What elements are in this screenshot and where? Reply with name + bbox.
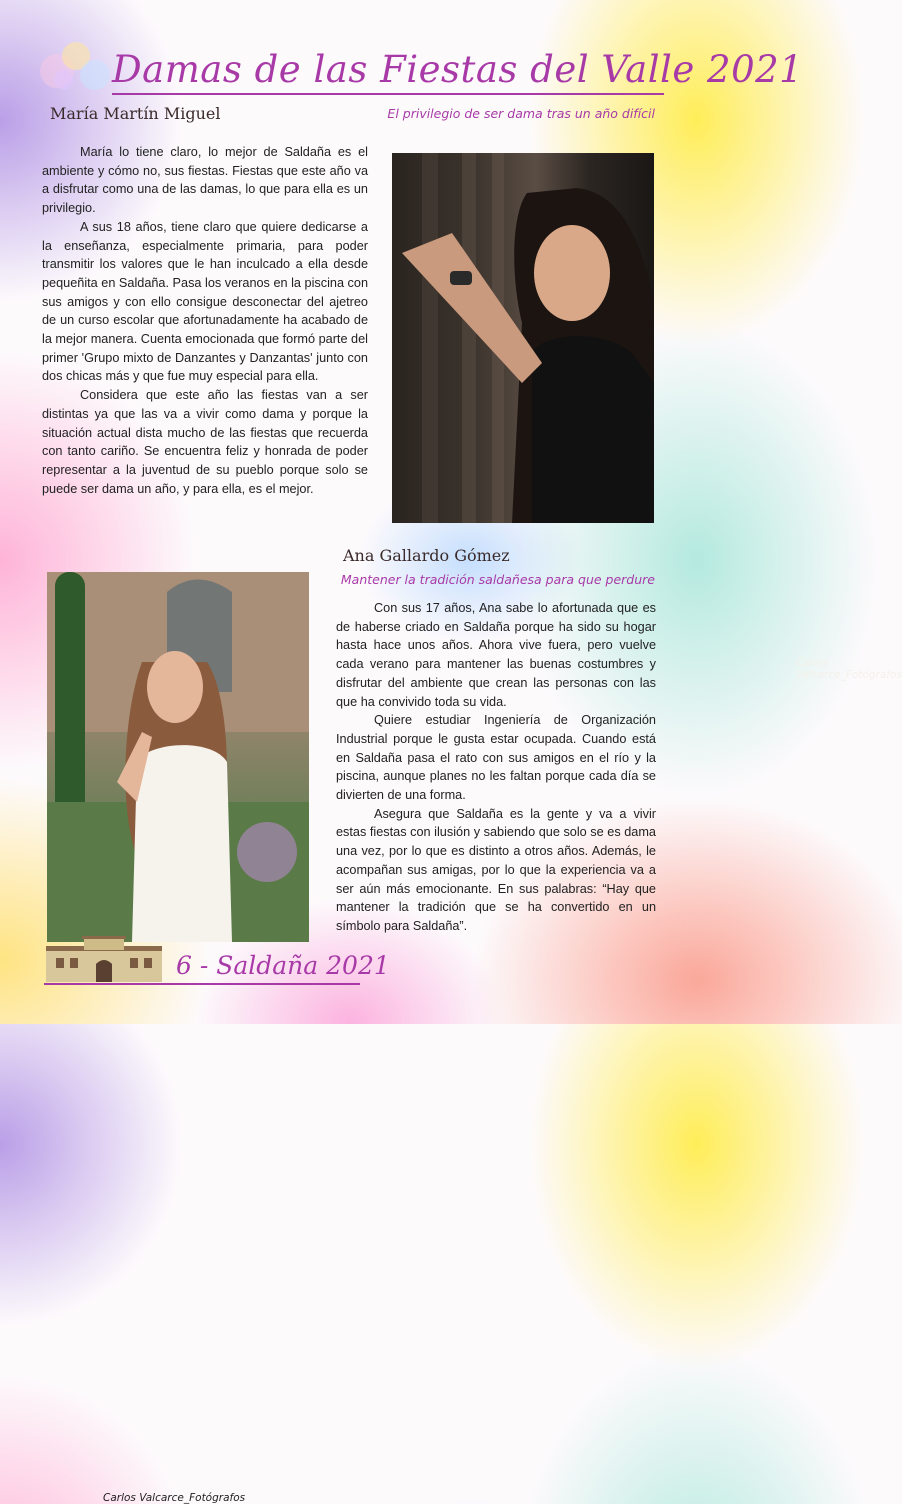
section1-name: María Martín Miguel: [50, 104, 221, 123]
footer-underline: [44, 983, 360, 985]
building-icon: [46, 936, 162, 982]
section2-subtitle: Mantener la tradición saldañesa para que perdure: [340, 572, 655, 587]
page-footer: 6 - Saldaña 2021: [176, 951, 390, 980]
section1-paragraph: A sus 18 años, tiene claro que quiere dedicarse a la enseñanza, especialmente primaria, para poder transmitir los valores que le han inculcado a ella desde pequeñita en Saldaña. Pasa los veranos en la piscina con sus amigos y con ello consigue desconectar del ajetreo de un curso escolar que afortunadamente ha acabado de la mejor manera. Cuenta emocionada que formó parte del primer 'Grupo mixto de Danzantes y Danzantas' junto con dos chicas más y que fue muy especial para ella.: [42, 219, 368, 384]
portrait-illustration: [392, 153, 654, 523]
section2-paragraph: Con sus 17 años, Ana sabe lo afortunada que es de haberse criado en Saldaña porque ha sido su hogar hasta hace unos años. Ahora vive fuera, pero vuelve cada verano para mantener las buenas costumbres y disfrutar del ambiente que crean las personas con las que ha convivido toda su vida.: [336, 601, 656, 709]
section1-paragraph: María lo tiene claro, lo mejor de Saldaña es el ambiente y cómo no, sus fiestas. Fiestas que este año va a disfrutar como una de las damas, lo que para ella es un privilegio.: [42, 145, 368, 216]
photo-credit: Carlos Valcarce_Fotógrafos: [796, 657, 902, 681]
section2-paragraph: Quiere estudiar Ingeniería de Organización Industrial porque le gusta estar ocupada. Cuando está en Saldaña pasa el rato con sus amigos en el río y la piscina, aunque planes no les faltan porque cada día se divierten de una forma.: [336, 713, 656, 803]
title-underline: [112, 93, 664, 95]
page-title: Damas de las Fiestas del Valle 2021: [112, 48, 804, 91]
portrait-illustration: [47, 572, 309, 942]
section2-body: [336, 599, 656, 936]
section1-paragraph: Considera que este año las fiestas van a ser distintas ya que las va a vivir como dama y porque la situación actual dista mucho de las fiestas que recuerda con tanto cariño. Se encuentra feliz y honrada de poder representar a la juventud de su pueblo porque solo se puede ser dama un año, y para ella, es el mejor.: [42, 388, 368, 496]
section2-paragraph: Asegura que Saldaña es la gente y va a vivir estas fiestas con ilusión y sabiendo que solo se es dama una vez, por lo que es distinto a otros años. Además, le acompañan sus amigas, por lo que la experiencia va a ser aún más emocionante. En sus palabras: “Hay que mantener la tradición que se ha convertido en un símbolo para Saldaña”.: [336, 806, 656, 933]
page-subtitle: El privilegio de ser dama tras un año difícil: [387, 106, 655, 121]
bubbles-decoration: [40, 40, 120, 100]
photo-credit: Carlos Valcarce_Fotógrafos: [103, 1492, 246, 1504]
section2-name: Ana Gallardo Gómez: [343, 546, 510, 565]
section1-body: [42, 143, 368, 498]
